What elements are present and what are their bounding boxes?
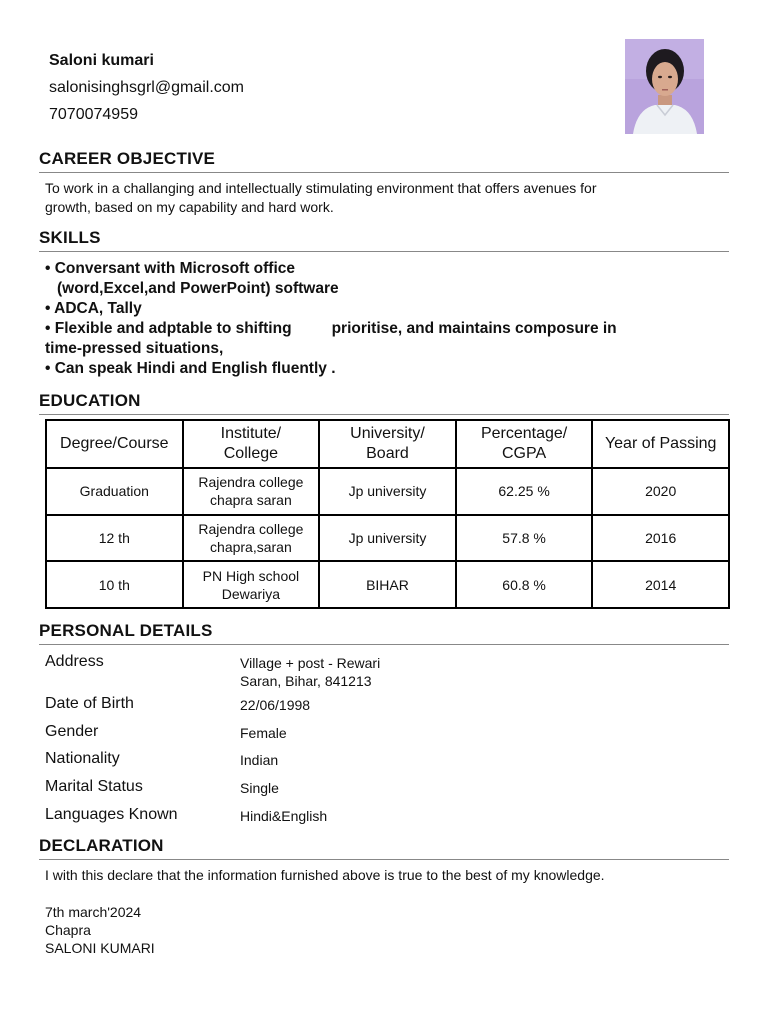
header-degree: Degree/Course xyxy=(47,421,182,467)
languages-label: Languages Known xyxy=(45,806,178,823)
declaration-text: I with this declare that the information furnished above is true to the best of my knowledge. xyxy=(45,867,605,883)
marital-status-label: Marital Status xyxy=(45,778,143,795)
marital-status-value: Single xyxy=(240,780,279,796)
education-header-row xyxy=(47,421,728,467)
nationality-value: Indian xyxy=(240,752,279,768)
skill-item-continuation: (word,Excel,and PowerPoint) software xyxy=(57,280,339,297)
header-board: University/ Board xyxy=(320,421,455,467)
table-row xyxy=(47,469,728,514)
section-title-skills: SKILLS xyxy=(39,228,101,247)
skill-item: • ADCA, Tally xyxy=(45,300,142,317)
education-table xyxy=(45,419,730,609)
career-objective-line: growth, based on my capability and hard work. xyxy=(45,199,334,215)
skill-item: • Conversant with Microsoft office xyxy=(45,260,296,277)
gender-label: Gender xyxy=(45,723,99,740)
cell-year: 2016 xyxy=(593,516,728,561)
profile-photo-image xyxy=(625,39,704,134)
cell-institute: Rajendra college chapra saran xyxy=(184,469,319,514)
cell-year: 2014 xyxy=(593,562,728,607)
section-divider xyxy=(39,414,729,415)
languages-value: Hindi&English xyxy=(240,808,328,824)
cell-board: Jp university xyxy=(320,516,455,561)
cell-degree: 12 th xyxy=(47,516,182,561)
header-percentage: Percentage/ CGPA xyxy=(457,421,592,467)
dob-value: 22/06/1998 xyxy=(240,697,311,713)
cell-year: 2020 xyxy=(593,469,728,514)
cell-institute: PN High school Dewariya xyxy=(184,562,319,607)
section-title-personal-details: PERSONAL DETAILS xyxy=(39,621,213,640)
cell-institute: Rajendra college chapra,saran xyxy=(184,516,319,561)
address-line: Saran, Bihar, 841213 xyxy=(240,673,372,689)
career-objective-line: To work in a challanging and intellectually stimulating environment that offers avenues for xyxy=(45,180,597,196)
candidate-name: Saloni kumari xyxy=(49,52,154,69)
declaration-date: 7th march'2024 xyxy=(45,904,142,920)
header-institute: Institute/ College xyxy=(184,421,319,467)
skills-list xyxy=(45,259,725,379)
section-divider xyxy=(39,859,729,860)
cell-board: BIHAR xyxy=(320,562,455,607)
table-row xyxy=(47,516,728,561)
profile-photo xyxy=(625,39,704,134)
address-line: Village + post - Rewari xyxy=(240,655,381,671)
skill-item-continuation: time-pressed situations, xyxy=(45,340,224,357)
section-divider xyxy=(39,644,729,645)
section-title-career-objective: CAREER OBJECTIVE xyxy=(39,149,216,168)
candidate-email: salonisinghsgrl@gmail.com xyxy=(49,79,244,96)
section-divider xyxy=(39,172,729,173)
skill-item xyxy=(45,319,725,339)
cell-percentage: 62.25 % xyxy=(457,469,592,514)
cell-degree: Graduation xyxy=(47,469,182,514)
header-year: Year of Passing xyxy=(593,421,728,467)
cell-degree: 10 th xyxy=(47,562,182,607)
section-title-education: EDUCATION xyxy=(39,391,141,410)
skill-item-part: prioritise, and maintains composure in xyxy=(331,320,617,337)
cell-percentage: 57.8 % xyxy=(457,516,592,561)
address-value xyxy=(240,654,380,690)
dob-label: Date of Birth xyxy=(45,695,134,712)
declaration-place: Chapra xyxy=(45,922,91,938)
gender-value: Female xyxy=(240,725,287,741)
cell-percentage: 60.8 % xyxy=(457,562,592,607)
section-divider xyxy=(39,251,729,252)
skill-item: • Can speak Hindi and English fluently . xyxy=(45,360,336,377)
address-label: Address xyxy=(45,653,104,670)
career-objective-text xyxy=(45,179,725,217)
cell-board: Jp university xyxy=(320,469,455,514)
section-title-declaration: DECLARATION xyxy=(39,836,164,855)
candidate-phone: 7070074959 xyxy=(49,106,138,123)
nationality-label: Nationality xyxy=(45,750,120,767)
declaration-signature: SALONI KUMARI xyxy=(45,940,155,956)
table-row xyxy=(47,562,728,607)
skill-item-part: • Flexible and adptable to shifting xyxy=(45,320,292,337)
